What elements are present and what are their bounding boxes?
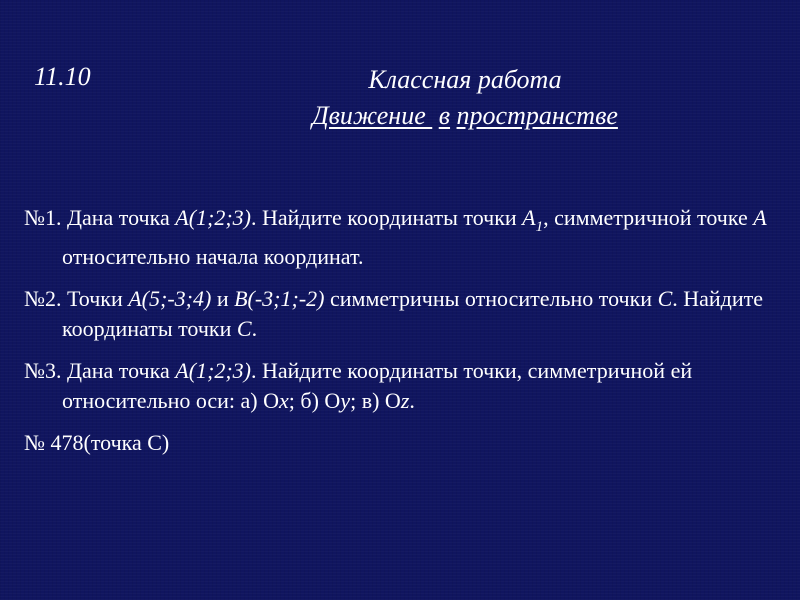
- task-3-b: ; б) O: [288, 388, 341, 413]
- task-2-point-b: B(-3;1;-2): [234, 286, 325, 311]
- task-1-point: A(1;2;3): [175, 205, 251, 230]
- task-2: [24, 284, 784, 344]
- task-1: [24, 203, 784, 272]
- task-1-point-a: A: [753, 205, 767, 230]
- task-4: № 478(точка С): [24, 430, 170, 455]
- task-2-end: . Найдите координаты точки: [62, 286, 764, 341]
- task-3-point: A(1;2;3): [175, 358, 251, 383]
- task-1-lead: №1. Дана точка: [24, 205, 176, 230]
- task-2-dot: .: [251, 316, 258, 341]
- slide-title: Классная работа: [368, 65, 562, 94]
- subtitle-word-motion: Движение: [312, 101, 433, 130]
- task-3-end: .: [409, 388, 415, 413]
- task-2-lead: №2. Точки: [24, 286, 129, 311]
- task-2-point-c2: C: [236, 316, 252, 341]
- task-2-mid: симметричны относительно точки: [324, 286, 658, 311]
- task-1-subscript: 1: [535, 219, 544, 235]
- task-1-line2a: , симметричной точке: [543, 205, 754, 230]
- task-3-mid: . Найдите координаты точки, симметричной ей относительно оси: а) O: [62, 358, 693, 413]
- task-3-axis-y: y: [340, 388, 351, 413]
- task-3: [24, 356, 784, 416]
- task-2-and: и: [211, 286, 235, 311]
- slide-header: [265, 62, 665, 134]
- task-list: [24, 203, 784, 470]
- task-3-lead: №3. Дана точка: [24, 358, 176, 383]
- task-1-mid: . Найдите координаты точки: [251, 205, 523, 230]
- task-1-line2b: относительно начала координат.: [62, 244, 364, 269]
- subtitle-word-space: пространстве: [456, 101, 618, 130]
- task-3-c: ; в) O: [350, 388, 401, 413]
- lesson-number: 11.10: [34, 62, 91, 91]
- subtitle-word-in: в: [438, 101, 451, 130]
- task-1-point-a1: A: [522, 205, 536, 230]
- task-2-point-c: C: [657, 286, 673, 311]
- task-2-point-a: A(5;-3;4): [128, 286, 212, 311]
- task-3-axis-z: z: [400, 388, 410, 413]
- task-3-axis-x: x: [279, 388, 289, 413]
- slide-subtitle: [265, 98, 665, 134]
